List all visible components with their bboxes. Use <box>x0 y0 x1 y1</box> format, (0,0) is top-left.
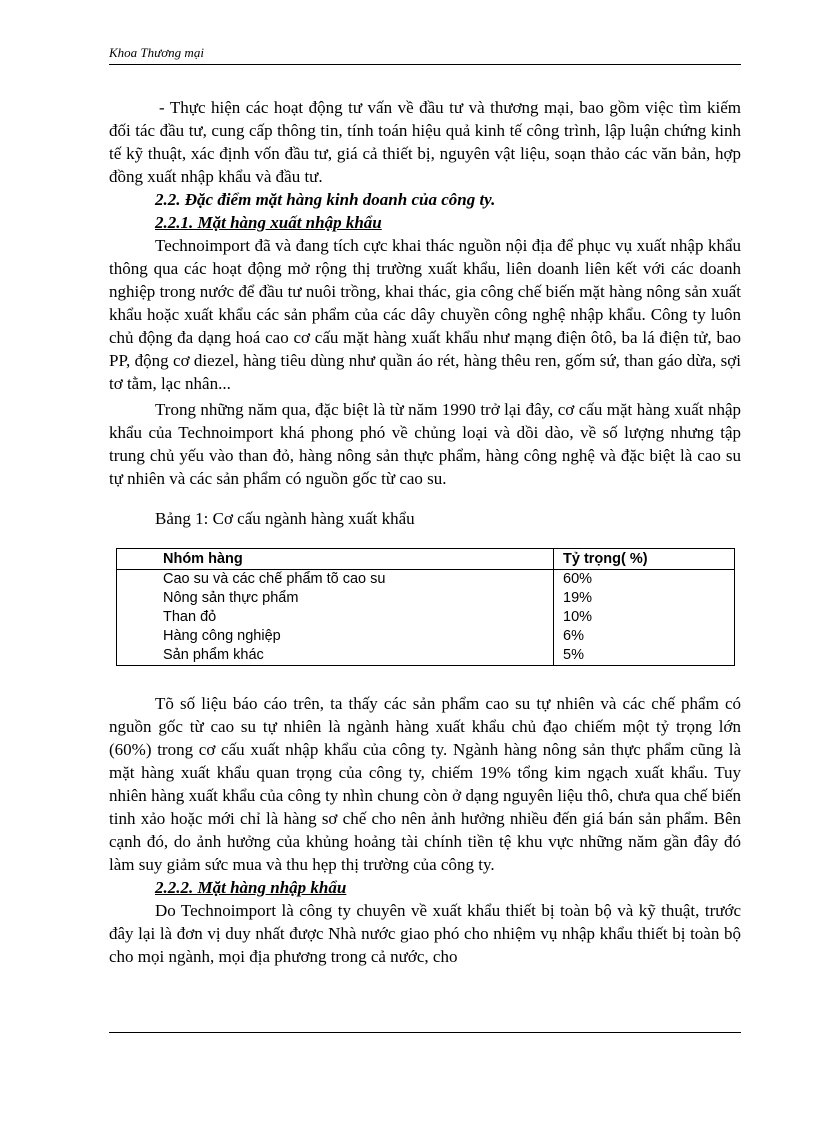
table-cell-group: Hàng công nghiệp <box>117 627 554 646</box>
table-cell-share: 19% <box>554 589 735 608</box>
table-cell-share: 60% <box>554 570 735 590</box>
table-row <box>117 570 735 590</box>
paragraph-export-products: Technoimport đã và đang tích cực khai thác nguồn nội địa để phục vụ xuất nhập khẩu thông qua các hoạt động mở rộng thị trường xuất khẩu, liên doanh liên kết với các doanh nghiệp trong nước để đầu tư nuôi trồng, khai thác, gia công chế biến mặt hàng nông sản xuất khẩu hoặc xuất khẩu các sản phẩm của các dây chuyền công nghệ nhập khẩu. Công ty luôn chủ động đa dạng hoá cao cơ cấu mặt hàng xuất khẩu như mạng điện ôtô, ba lá điện tử, bao PP, động cơ diezel, hàng tiêu dùng như quần áo rét, hàng thêu ren, gốm sứ, than gáo dừa, sợi tơ tằm, lạc nhân... <box>109 236 741 393</box>
section-heading-2-2: 2.2. Đặc điểm mặt hàng kinh doanh của công ty. <box>155 190 496 209</box>
table-cell-share: 5% <box>554 646 735 666</box>
paragraph-analysis: Tõ số liệu báo cáo trên, ta thấy các sản phẩm cao su tự nhiên và các chế phẩm có nguồn gốc từ cao su tự nhiên là ngành hàng xuất khẩu chủ đạo chiếm một tỷ trọng lớn (60%) trong cơ cấu xuất nhập khẩu của công ty. Ngành hàng nông sản thực phẩm cũng là mặt hàng xuất khẩu quan trọng của công ty, chiếm 19% tổng kim ngạch xuất khẩu. Tuy nhiên hàng xuất khẩu của công ty nhìn chung còn ở dạng nguyên liệu thô, chưa qua chế biến tinh xảo hoặc mới chỉ là hàng sơ chế cho nên ảnh hưởng nhiều đến giá bán sản phẩm. Bên cạnh đó, do ảnh hưởng của khủng hoảng tài chính tiền tệ khu vực những năm gần đây đó làm suy giảm sức mua và thu hẹp thị trường của công ty. <box>109 694 741 874</box>
table-header-row <box>117 549 735 570</box>
table-cell-group: Cao su và các chế phẩm tõ cao su <box>117 570 554 590</box>
footer-divider <box>109 1032 741 1033</box>
table-cell-group: Nông sản thực phẩm <box>117 589 554 608</box>
paragraph-consulting: - Thực hiện các hoạt động tư vấn về đầu tư và thương mại, bao gồm việc tìm kiếm đối tác đầu tư, cung cấp thông tin, tính toán hiệu quả kinh tế công trình, lập luận chứng kinh tế kỹ thuật, xác định vốn đầu tư, giá cả thiết bị, nguyên vật liệu, soạn thảo các văn bản, hợp đồng xuất nhập khẩu và đầu tư. <box>109 98 741 186</box>
paragraph-export-structure: Trong những năm qua, đặc biệt là từ năm 1990 trở lại đây, cơ cấu mặt hàng xuất nhập khẩu của Technoimport khá phong phó về chủng loại và dồi dào, về số lượng nhưng tập trung chủ yếu vào than đỏ, hàng nông sản thực phẩm, hàng công nghệ và đặc biệt là cao su tự nhiên và các sản phẩm có nguồn gốc từ cao su. <box>109 400 741 488</box>
table-row <box>117 589 735 608</box>
table-row <box>117 608 735 627</box>
column-header-share: Tỷ trọng( %) <box>554 549 735 570</box>
column-header-product-group: Nhóm hàng <box>117 549 554 570</box>
section-heading-2-2-1: 2.2.1. Mặt hàng xuất nhập khẩu <box>155 213 382 232</box>
table-cell-share: 6% <box>554 627 735 646</box>
table-caption: Bảng 1: Cơ cấu ngành hàng xuất khẩu <box>155 509 415 528</box>
table-row <box>117 627 735 646</box>
table-cell-group: Sản phẩm khác <box>117 646 554 666</box>
export-structure-table <box>116 548 735 666</box>
page-header: Khoa Thương mại <box>109 45 204 60</box>
table-row <box>117 646 735 666</box>
section-heading-2-2-2: 2.2.2. Mặt hàng nhập khẩu <box>155 878 347 897</box>
paragraph-import-products: Do Technoimport là công ty chuyên về xuất khẩu thiết bị toàn bộ và kỹ thuật, trước đây lại là đơn vị duy nhất được Nhà nước giao phó cho nhiệm vụ nhập khẩu thiết bị toàn bộ cho mọi ngành, mọi địa phương trong cả nước, cho <box>109 901 741 966</box>
table-cell-share: 10% <box>554 608 735 627</box>
document-body <box>109 96 741 968</box>
table-cell-group: Than đỏ <box>117 608 554 627</box>
header-divider <box>109 64 741 65</box>
